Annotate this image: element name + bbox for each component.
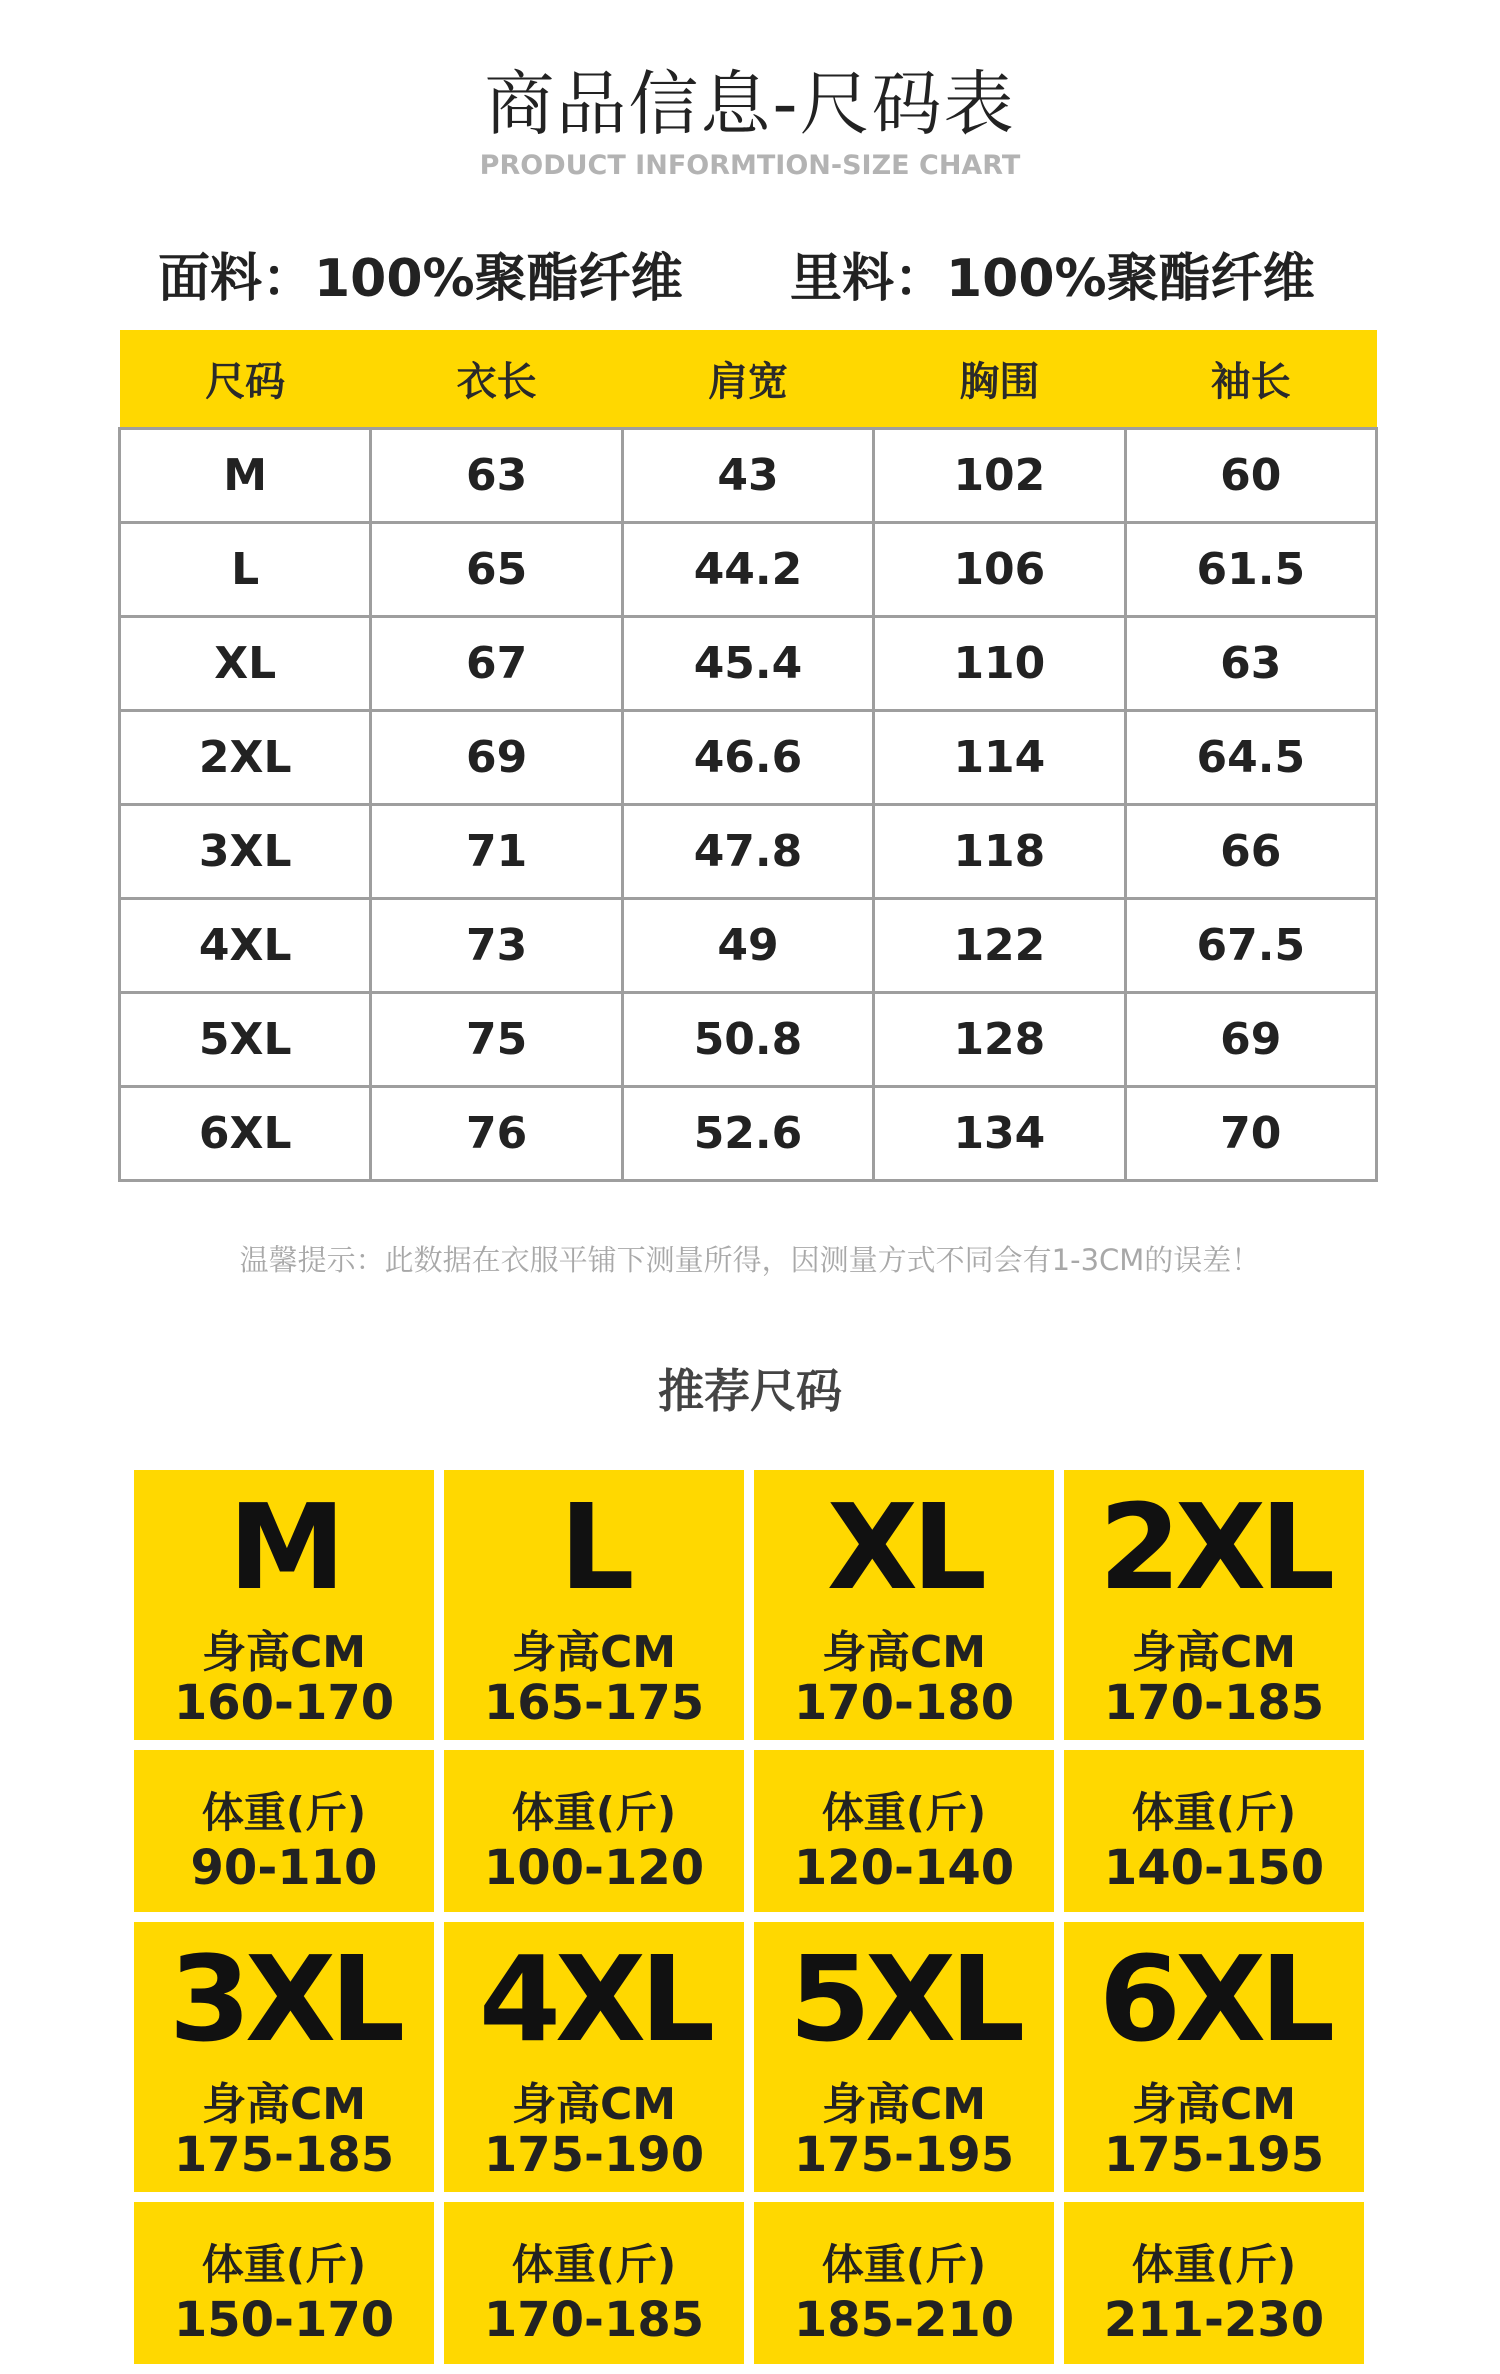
- cell-chest: 114: [874, 711, 1125, 805]
- fabric-info: 面料：100%聚酯纤维: [158, 249, 683, 309]
- table-row: [120, 617, 1377, 711]
- cell-shoulder: 43: [622, 429, 873, 523]
- height-label: 身高CM: [821, 1627, 987, 1678]
- cell-length: 69: [371, 711, 622, 805]
- size-card-weight: [754, 2202, 1054, 2364]
- cell-shoulder: 52.6: [622, 1087, 873, 1181]
- height-label: 身高CM: [201, 2079, 367, 2130]
- cell-length: 71: [371, 805, 622, 899]
- height-label: 身高CM: [821, 2079, 987, 2130]
- weight-label: 体重(斤): [201, 1788, 367, 1837]
- size-card-weight: [134, 2202, 434, 2364]
- cell-sleeve: 70: [1125, 1087, 1376, 1181]
- height-range: 165-175: [483, 1675, 705, 1731]
- cell-size: 6XL: [120, 1087, 371, 1181]
- weight-label: 体重(斤): [201, 2240, 367, 2289]
- cell-shoulder: 47.8: [622, 805, 873, 899]
- table-row: [120, 1087, 1377, 1181]
- table-row: [120, 993, 1377, 1087]
- height-range: 175-185: [173, 2127, 395, 2183]
- cell-shoulder: 46.6: [622, 711, 873, 805]
- cell-size: 2XL: [120, 711, 371, 805]
- size-label: 4XL: [478, 1930, 710, 2068]
- header-length: 衣长: [371, 330, 622, 429]
- cell-chest: 106: [874, 523, 1125, 617]
- cell-shoulder: 50.8: [622, 993, 873, 1087]
- size-card-weight: [754, 1750, 1054, 1912]
- height-range: 170-185: [1103, 1675, 1325, 1731]
- weight-range: 170-185: [483, 2292, 705, 2348]
- weight-range: 120-140: [793, 1840, 1015, 1896]
- weight-label: 体重(斤): [511, 1788, 677, 1837]
- size-table: [118, 330, 1378, 1182]
- size-card-height: [754, 1922, 1054, 2192]
- height-label: 身高CM: [201, 1627, 367, 1678]
- recommend-title: 推荐尺码: [658, 1364, 842, 1418]
- cell-sleeve: 66: [1125, 805, 1376, 899]
- cell-sleeve: 61.5: [1125, 523, 1376, 617]
- size-label: 3XL: [168, 1930, 400, 2068]
- page-title: 商品信息-尺码表: [484, 63, 1016, 145]
- cell-length: 67: [371, 617, 622, 711]
- lining-info: 里料：100%聚酯纤维: [790, 249, 1315, 309]
- size-card-weight: [444, 1750, 744, 1912]
- cell-length: 76: [371, 1087, 622, 1181]
- size-label: 5XL: [788, 1930, 1020, 2068]
- size-label: L: [559, 1478, 629, 1616]
- cell-size: 4XL: [120, 899, 371, 993]
- cell-shoulder: 45.4: [622, 617, 873, 711]
- height-label: 身高CM: [1131, 2079, 1297, 2130]
- table-row: [120, 711, 1377, 805]
- header-sleeve: 袖长: [1125, 330, 1376, 429]
- cell-length: 65: [371, 523, 622, 617]
- table-row: [120, 523, 1377, 617]
- cell-chest: 118: [874, 805, 1125, 899]
- height-range: 170-180: [793, 1675, 1015, 1731]
- height-range: 160-170: [173, 1675, 395, 1731]
- cell-shoulder: 49: [622, 899, 873, 993]
- cell-chest: 122: [874, 899, 1125, 993]
- cell-sleeve: 60: [1125, 429, 1376, 523]
- recommend-grid: [134, 1470, 1366, 2374]
- height-range: 175-195: [1103, 2127, 1325, 2183]
- measurement-note: 温馨提示：此数据在衣服平铺下测量所得，因测量方式不同会有1-3CM的误差！: [239, 1243, 1261, 1277]
- cell-chest: 110: [874, 617, 1125, 711]
- height-label: 身高CM: [1131, 1627, 1297, 1678]
- size-card-height: [444, 1922, 744, 2192]
- cell-size: 3XL: [120, 805, 371, 899]
- weight-range: 185-210: [793, 2292, 1015, 2348]
- size-label: 6XL: [1098, 1930, 1330, 2068]
- cell-shoulder: 44.2: [622, 523, 873, 617]
- cell-sleeve: 67.5: [1125, 899, 1376, 993]
- size-card-weight: [1064, 1750, 1364, 1912]
- weight-label: 体重(斤): [821, 2240, 987, 2289]
- size-label: XL: [826, 1478, 982, 1616]
- size-table-header: [120, 330, 1377, 429]
- cell-length: 63: [371, 429, 622, 523]
- cell-length: 75: [371, 993, 622, 1087]
- cell-size: XL: [120, 617, 371, 711]
- height-range: 175-190: [483, 2127, 705, 2183]
- weight-label: 体重(斤): [1131, 2240, 1297, 2289]
- weight-label: 体重(斤): [1131, 1788, 1297, 1837]
- size-card-weight: [134, 1750, 434, 1912]
- size-card-weight: [1064, 2202, 1364, 2364]
- cell-length: 73: [371, 899, 622, 993]
- cell-chest: 134: [874, 1087, 1125, 1181]
- header-shoulder: 肩宽: [622, 330, 873, 429]
- table-row: [120, 899, 1377, 993]
- cell-chest: 128: [874, 993, 1125, 1087]
- cell-sleeve: 63: [1125, 617, 1376, 711]
- table-row: [120, 805, 1377, 899]
- weight-range: 140-150: [1103, 1840, 1325, 1896]
- header-size: 尺码: [120, 330, 371, 429]
- height-range: 175-195: [793, 2127, 1015, 2183]
- size-label: M: [228, 1478, 340, 1616]
- cell-size: M: [120, 429, 371, 523]
- size-card-height: [134, 1470, 434, 1740]
- size-card-height: [134, 1922, 434, 2192]
- cell-sleeve: 64.5: [1125, 711, 1376, 805]
- weight-range: 90-110: [190, 1840, 378, 1896]
- size-card-height: [1064, 1922, 1364, 2192]
- cell-size: 5XL: [120, 993, 371, 1087]
- cell-chest: 102: [874, 429, 1125, 523]
- cell-sleeve: 69: [1125, 993, 1376, 1087]
- weight-label: 体重(斤): [511, 2240, 677, 2289]
- size-card-height: [1064, 1470, 1364, 1740]
- weight-label: 体重(斤): [821, 1788, 987, 1837]
- page-subtitle: PRODUCT INFORMTION-SIZE CHART: [479, 150, 1021, 181]
- height-label: 身高CM: [511, 1627, 677, 1678]
- table-row: [120, 429, 1377, 523]
- size-card-height: [444, 1470, 744, 1740]
- weight-range: 211-230: [1103, 2292, 1325, 2348]
- weight-range: 150-170: [173, 2292, 395, 2348]
- size-card-weight: [444, 2202, 744, 2364]
- height-label: 身高CM: [511, 2079, 677, 2130]
- cell-size: L: [120, 523, 371, 617]
- size-label: 2XL: [1098, 1478, 1330, 1616]
- weight-range: 100-120: [483, 1840, 705, 1896]
- size-card-height: [754, 1470, 1054, 1740]
- header-chest: 胸围: [874, 330, 1125, 429]
